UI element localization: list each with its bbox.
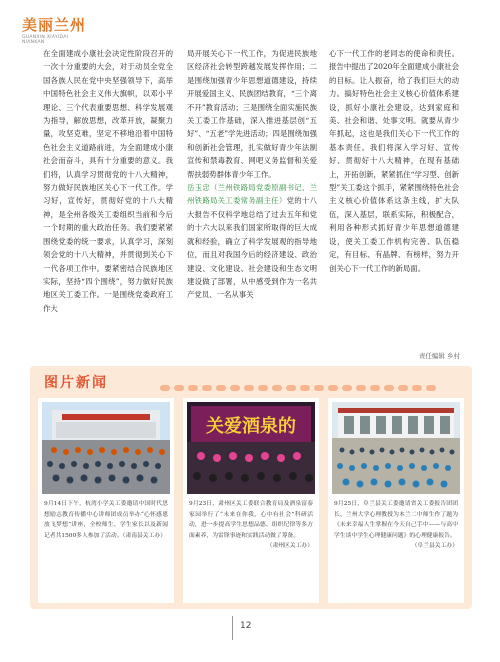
column-2-text: 局开展关心下一代工作，为促进民族地区经济社会转型跨越发展发挥作用；二是围绕加强青少年思想道德建设，持续开展爱国主义、民族团结教育，“三个离不开”教育活动；三是围绕全面实施民族关工委工作基础，深入推进基层创“五好”、“五老”学先进活动；四是围绕加强和创新社会管理，扎实做好青少年法制宣传和禁毒教育、网吧义务监督和关爱帮扶弱势群体青少年工作。 [187,49,317,179]
news-card-3-caption-text: 9月25日，阜兰县关工委邀请省关工委报告团团长、兰州大学心理教授为本兰二中师生作了题为《未来幸福人生掌握在今天自己手中——与高中学生谈中学生心理健康问题》的心理健康报告。 [334,501,458,539]
article-column-1: 在全面建成小康社会决定性阶段召开的一次十分重要的大会，对于动员全党全国各族人民在党中央坚强领导下，高举中国特色社会主义伟大旗帜，以邓小平理论、三个代表重要思想、科学发展观为指导，解放思想，改革开放，凝聚力量，攻坚克难，坚定不移地沿着中国特色社会主义道路前进，为全面建成小康社会而奋斗，具有十分重要的意义。我们将，认真学习贯彻党的十八大精神，努力做好民族地区关心下一代工作。学习好，宣传好，贯彻好党的十八大精神，是全州各级关工委组织当前和今后一个时期的重大政治任务。我们要紧紧围绕党委的统一要求，认真学习，深刻领会党的十八大精神，并贯彻到关心下一代各项工作中。要紧密结合民族地区实际，坚持“四个围绕”，努力做好民族地区关工委工作。一是围绕党委政府工作大 [43,49,173,313]
magazine-logo [22,14,142,44]
speaker-name-highlight: 岳玉忠（兰州铁路局党委原副书记、兰州铁路局关工委常务副主任） [187,183,317,206]
logo-mark: 美丽兰州 [22,16,87,34]
news-card-3 [328,398,464,603]
news-card-3-source: （阜兰县关工办） [411,543,458,550]
stage-banner-text: 关爱酒泉的 [206,416,296,437]
news-card-1 [38,398,174,603]
photo-school-assembly [42,402,170,494]
photo-news-title: 图片新闻 [44,375,108,391]
logo-sub2: NIANKAN [22,40,45,45]
news-card-2 [183,398,319,603]
page-number-divider [232,616,233,640]
logo-sub: GUANXIN XIAYIDAI [22,35,69,40]
news-card-2-caption-text: 9月23日，肃州区关工委联合教育局及酒泉富泰家园举行了“未来在你我，心中有社会”科研活动，进一步提高学生思想品德、组织纪律等多方面素养，为雷锋事迹和实践活动做了筹备。 [189,501,313,539]
article-column-2 [187,47,317,302]
article-column-3: 心下一代工作的老同志的使命和责任。报告中提出了2020年全面建成小康社会的目标。让人振奋，给了我们巨大的动力。搞好特色社会主义核心价值体系建设，抓好小康社会建设，达到家庭和美、社会和谐、处事文明。就要从青少年抓起，这也是我们关心下一代工作的基本责任。我们将深入学习好、宣传好、贯彻好十八大精神，在现有基础上，开拓创新，紧紧抓住“学习型、创新型”关工委这个抓手，紧紧围绕特色社会主义核心价值体系这条主线，扩大队伍，深入基层，联系实际，积极配合，利用各种形式抓好青少年思想道德建设，使关工委工作机构完善、队伍稳定，有目标、有晶牌、有榜样，努力开创关心下一代工作的新局面。 [329,49,459,273]
news-card-2-source: （肃州区关工办） [266,543,313,550]
news-card-2-caption [189,499,313,552]
page-number: 12 [240,621,252,631]
photo-news-section [30,366,472,609]
news-card-3-caption [334,499,458,552]
photo-stage-event [187,402,315,494]
column-2-continued: 党的十八大报告不仅科学地总结了过去五年和党的十六大以来我们国家所取得的巨大成就和经验，确立了科学发展观的指导地位，而且对我国今后的经济建设、政治建设、文化建设、社会建设和生态文明建设做了部署，从中感受到作为一名共产党员、一名从事关 [187,196,317,300]
editor-credit: 责任编辑 乡村 [418,352,460,360]
photo-outdoor-assembly [332,402,460,494]
decorative-dots [160,376,460,382]
news-card-1-caption: 9月14日下午，杭湾小学关工委邀请中国时代思想励志教育传播中心讲师团成员举办“心怀感恩 放飞梦想”讲座，全校师生、学生家长以及新闻记者共1500多人参加了活动。（肃南县关工办） [44,501,168,539]
